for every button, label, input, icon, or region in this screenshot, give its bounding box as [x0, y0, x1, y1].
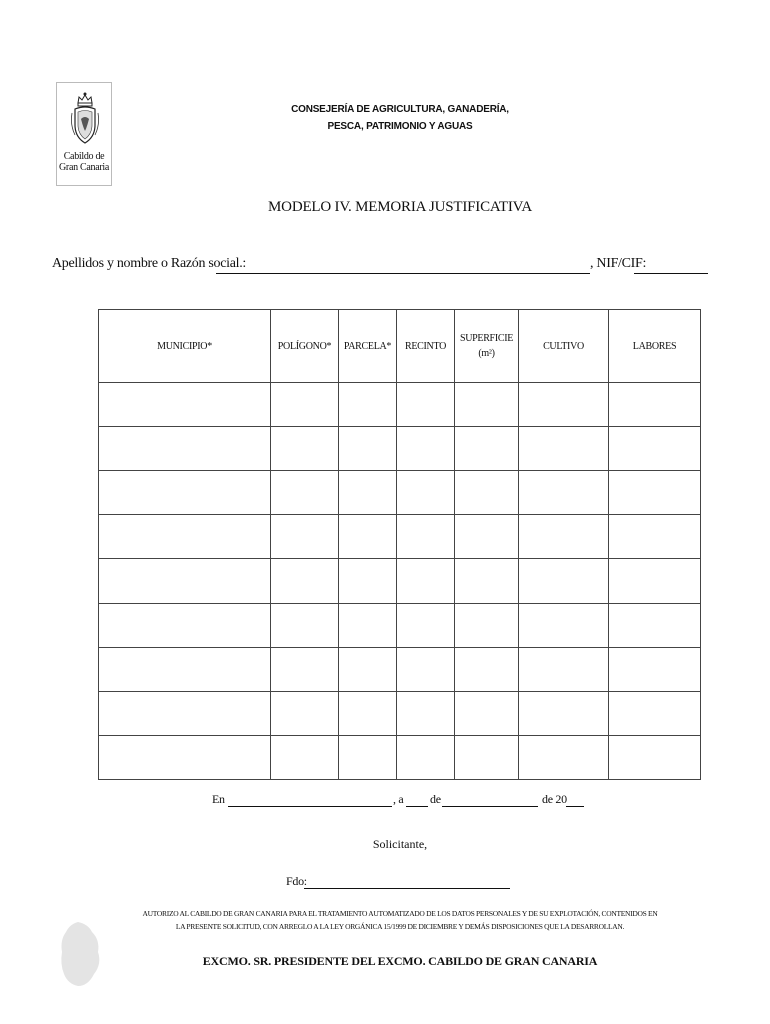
- form-title: MODELO IV. MEMORIA JUSTIFICATIVA: [268, 199, 532, 215]
- year-label: de 20: [542, 792, 567, 806]
- consent-line-1: AUTORIZO AL CABILDO DE GRAN CANARIA PARA EL TRATAMIENTO AUTOMATIZADO DE LOS DATOS PERSONALES Y DE SU EXPLOTACIÓN, CONTENIDOS EN: [142, 909, 658, 918]
- col-cultivo: CULTIVO: [519, 310, 609, 383]
- department-line-1: CONSEJERÍA DE AGRICULTURA, GANADERÍA,: [291, 104, 509, 115]
- col-labores: LABORES: [609, 310, 701, 383]
- consent-notice: [110, 907, 690, 933]
- consent-line-2: LA PRESENTE SOLICITUD, CON ARREGLO A LA LEY ORGÁNICA 15/1999 DE DICIEMBRE Y DEMÁS DISPOSICIONES QUE LA DESARROLLAN.: [175, 922, 625, 931]
- fdo-label: Fdo:: [286, 874, 307, 888]
- col-recinto: RECINTO: [397, 310, 455, 383]
- en-label: En: [212, 792, 225, 806]
- col-municipio: MUNICIPIO*: [99, 310, 271, 383]
- superficie-unit: (m²): [478, 348, 495, 359]
- logo-line-1: Cabildo de: [63, 151, 105, 162]
- de-label: de: [430, 792, 441, 806]
- a-label: , a: [393, 792, 404, 806]
- signature-field[interactable]: [304, 888, 510, 889]
- name-label: Apellidos y nombre o Razón social.:: [52, 256, 247, 271]
- col-poligono: POLÍGONO*: [271, 310, 339, 383]
- addressee: EXCMO. SR. PRESIDENTE DEL EXCMO. CABILDO DE GRAN CANARIA: [202, 954, 598, 968]
- department-line-2: PESCA, PATRIMONIO Y AGUAS: [327, 121, 473, 132]
- logo-line-2: Gran Canaria: [59, 162, 109, 173]
- superficie-label: SUPERFICIE: [459, 333, 514, 344]
- applicant-caption: Solicitante,: [372, 837, 428, 851]
- gran-canaria-island-icon: [58, 918, 104, 990]
- col-parcela: PARCELA*: [339, 310, 397, 383]
- nif-label: , NIF/CIF:: [590, 256, 647, 271]
